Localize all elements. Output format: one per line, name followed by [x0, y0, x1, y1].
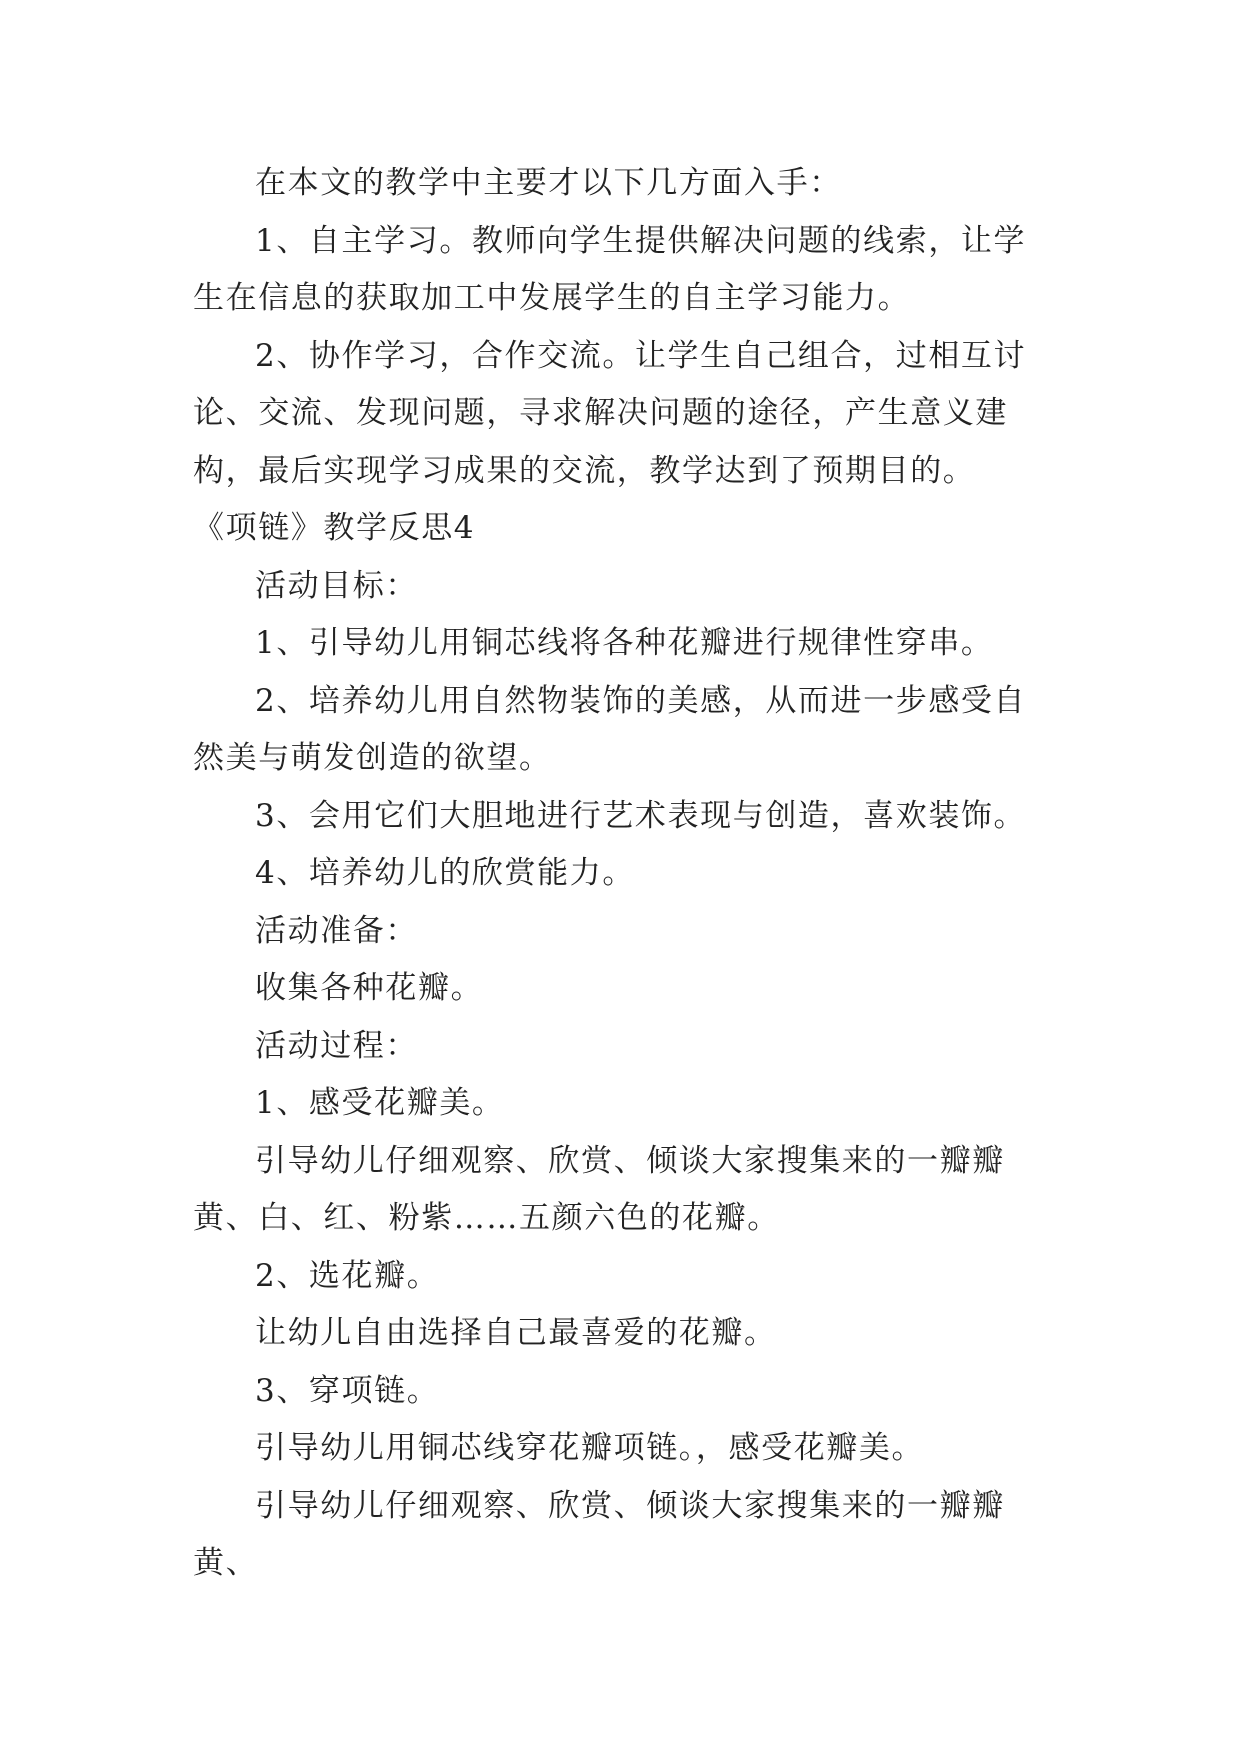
paragraph: 2、培养幼儿用自然物装饰的美感，从而进一步感受自然美与萌发创造的欲望。 [193, 682, 1027, 776]
paragraph: 让幼儿自由选择自己最喜爱的花瓣。 [255, 1315, 777, 1351]
paragraph: 引导幼儿用铜芯线穿花瓣项链。，感受花瓣美。 [255, 1430, 925, 1466]
paragraph: 2、选花瓣。 [255, 1257, 440, 1294]
paragraph: 1、引导幼儿用铜芯线将各种花瓣进行规律性穿串。 [255, 625, 994, 661]
document-body [193, 155, 1051, 1593]
section-heading: 《项链》教学反思4 [193, 510, 476, 546]
paragraph: 引导幼儿仔细观察、欣赏、倾谈大家搜集来的一瓣瓣黄、白、红、粉紫……五颜六色的花瓣。 [193, 1142, 1005, 1236]
paragraph: 活动过程： [255, 1027, 418, 1064]
paragraph: 收集各种花瓣。 [255, 970, 484, 1006]
paragraph: 4、培养幼儿的欣赏能力。 [255, 855, 635, 891]
paragraph: 1、自主学习。教师向学生提供解决问题的线索，让学生在信息的获取加工中发展学生的自主学习能力。 [193, 222, 1027, 316]
paragraph: 3、穿项链。 [255, 1372, 440, 1409]
paragraph: 活动目标： [255, 567, 418, 604]
paragraph: 引导幼儿仔细观察、欣赏、倾谈大家搜集来的一瓣瓣黄、 [193, 1487, 1005, 1581]
paragraph: 2、协作学习，合作交流。让学生自己组合，过相互讨论、交流、发现问题，寻求解决问题的途径，产生意义建构，最后实现学习成果的交流，教学达到了预期目的。 [193, 337, 1027, 489]
paragraph: 1、感受花瓣美。 [255, 1085, 505, 1121]
paragraph: 活动准备： [255, 912, 418, 949]
paragraph: 在本文的教学中主要才以下几方面入手： [255, 165, 842, 201]
paragraph: 3、会用它们大胆地进行艺术表现与创造，喜欢装饰。 [255, 797, 1027, 834]
